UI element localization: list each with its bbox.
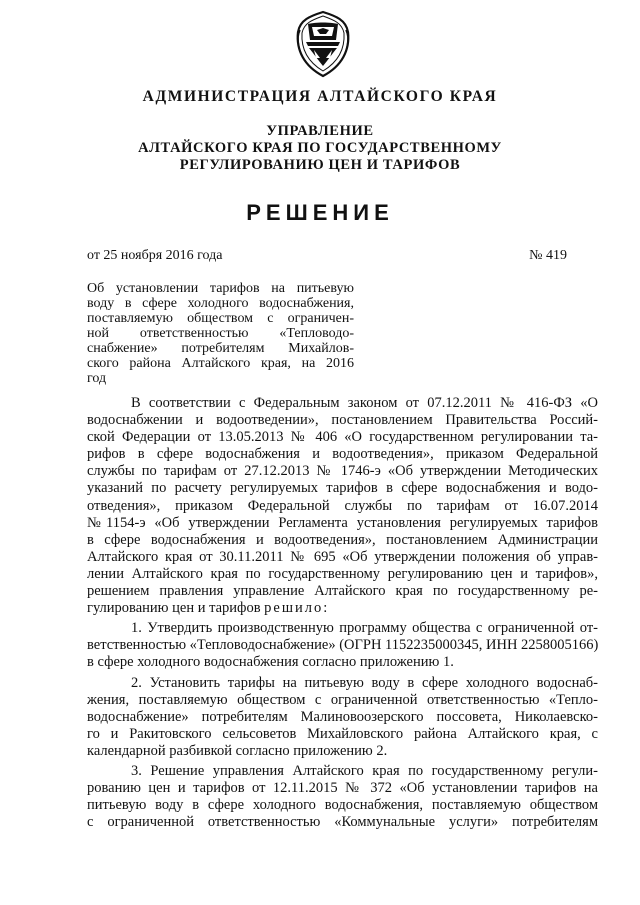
body-line: в сфере холодного водоснабжения согласно приложению 1. <box>87 654 454 671</box>
body-line: Алтайского края от 30.11.2011 № 695 «Об утверждении положения об управ- <box>87 548 598 565</box>
subject-line: Об установлении тарифов на питьевую <box>87 281 354 296</box>
body-line: в сфере водоснабжения и водоотведения», постановлением Администрации <box>87 531 598 548</box>
body-line: календарной разбивкой согласно приложению 2. <box>87 742 388 759</box>
body-line: жения, поставляемую обществом с ограниченной ответственностью «Тепло- <box>87 691 598 708</box>
body-line: службы по тарифам от 27.12.2013 № 1746-э «Об утверждении Методических <box>87 463 598 480</box>
document-type-heading: РЕШЕНИЕ <box>246 200 394 225</box>
body-line: решением правления управление Алтайского края по государственному ре- <box>87 583 598 600</box>
document-subject <box>87 281 354 386</box>
body-line: рованию цен и тарифов от 12.11.2015 № 372 «Об установлении тарифов на <box>87 780 598 797</box>
body-line: №1154-э «Об утверждении Регламента установления регулируемых тарифов <box>87 514 598 531</box>
body-line-text: гулированию цен и тарифов <box>87 600 265 617</box>
body-line: ской Федерации от 13.05.2013 № 406 «О государственном регулировании та- <box>87 429 598 446</box>
body-line: отведения», приказом Федеральной службы по тарифам от 16.07.2014 <box>87 497 598 514</box>
body-line: с ограниченной ответственностью «Коммунальные услуги» потребителям <box>87 814 598 831</box>
coat-of-arms-emblem <box>290 10 356 78</box>
body-line: 1. Утвердить производственную программу общества с ограниченной от- <box>131 620 598 637</box>
department-title <box>0 123 640 174</box>
subject-line: поставляемую обществом с ограничен- <box>87 311 354 326</box>
document-body <box>87 395 598 831</box>
body-line: водоснабжение» потребителям Малиновоозерского поссовета, Николаевско- <box>87 708 598 725</box>
body-line: питьевую воду в сфере холодного водоснабжения, поставляемую обществом <box>87 797 598 814</box>
department-line: РЕГУЛИРОВАНИЮ ЦЕН И ТАРИФОВ <box>179 157 461 173</box>
document-number: № 419 <box>529 248 567 263</box>
body-line: го и Ракитовского сельсоветов Михайловского района Алтайского края, с <box>87 725 598 742</box>
subject-line: снабжение» потребителям Михайлов- <box>87 341 354 356</box>
body-line: В соответствии с Федеральным законом от 07.12.2011 № 416-ФЗ «О <box>131 395 598 411</box>
department-line: АЛТАЙСКОГО КРАЯ ПО ГОСУДАРСТВЕННОМУ <box>138 140 502 156</box>
body-line: водоснабжении и водоотведении», постановлением Правительства Россий- <box>87 412 598 429</box>
decided-word: решило: <box>264 600 330 617</box>
document-date: от 25 ноября 2016 года <box>87 248 223 263</box>
subject-line: воду в сфере холодного водоснабжения, <box>87 296 354 311</box>
subject-line: ной ответственностью «Тепловодо- <box>87 326 354 341</box>
body-line: рифов в сфере водоснабжения и водоотведения», приказом Федеральной <box>87 446 598 463</box>
body-line: 3. Решение управления Алтайского края по государственному регули- <box>131 762 598 779</box>
subject-line: ского района Алтайского края, на 2016 <box>87 356 354 371</box>
body-line <box>87 600 598 617</box>
body-line: 2. Установить тарифы на питьевую воду в сфере холодного водоснаб- <box>131 674 598 691</box>
administration-title: АДМИНИСТРАЦИЯ АЛТАЙСКОГО КРАЯ <box>142 88 498 105</box>
department-line: УПРАВЛЕНИЕ <box>266 123 374 139</box>
body-line: ветственностью «Тепловодоснабжение» (ОГРН 1152235000345, ИНН 2258005166) <box>87 637 598 654</box>
subject-line: год <box>87 371 107 386</box>
body-line: лении Алтайского края по государственному регулированию цен и тарифов», <box>87 565 598 582</box>
body-line: указаний по расчету регулируемых тарифов в сфере водоснабжения и водо- <box>87 480 598 497</box>
